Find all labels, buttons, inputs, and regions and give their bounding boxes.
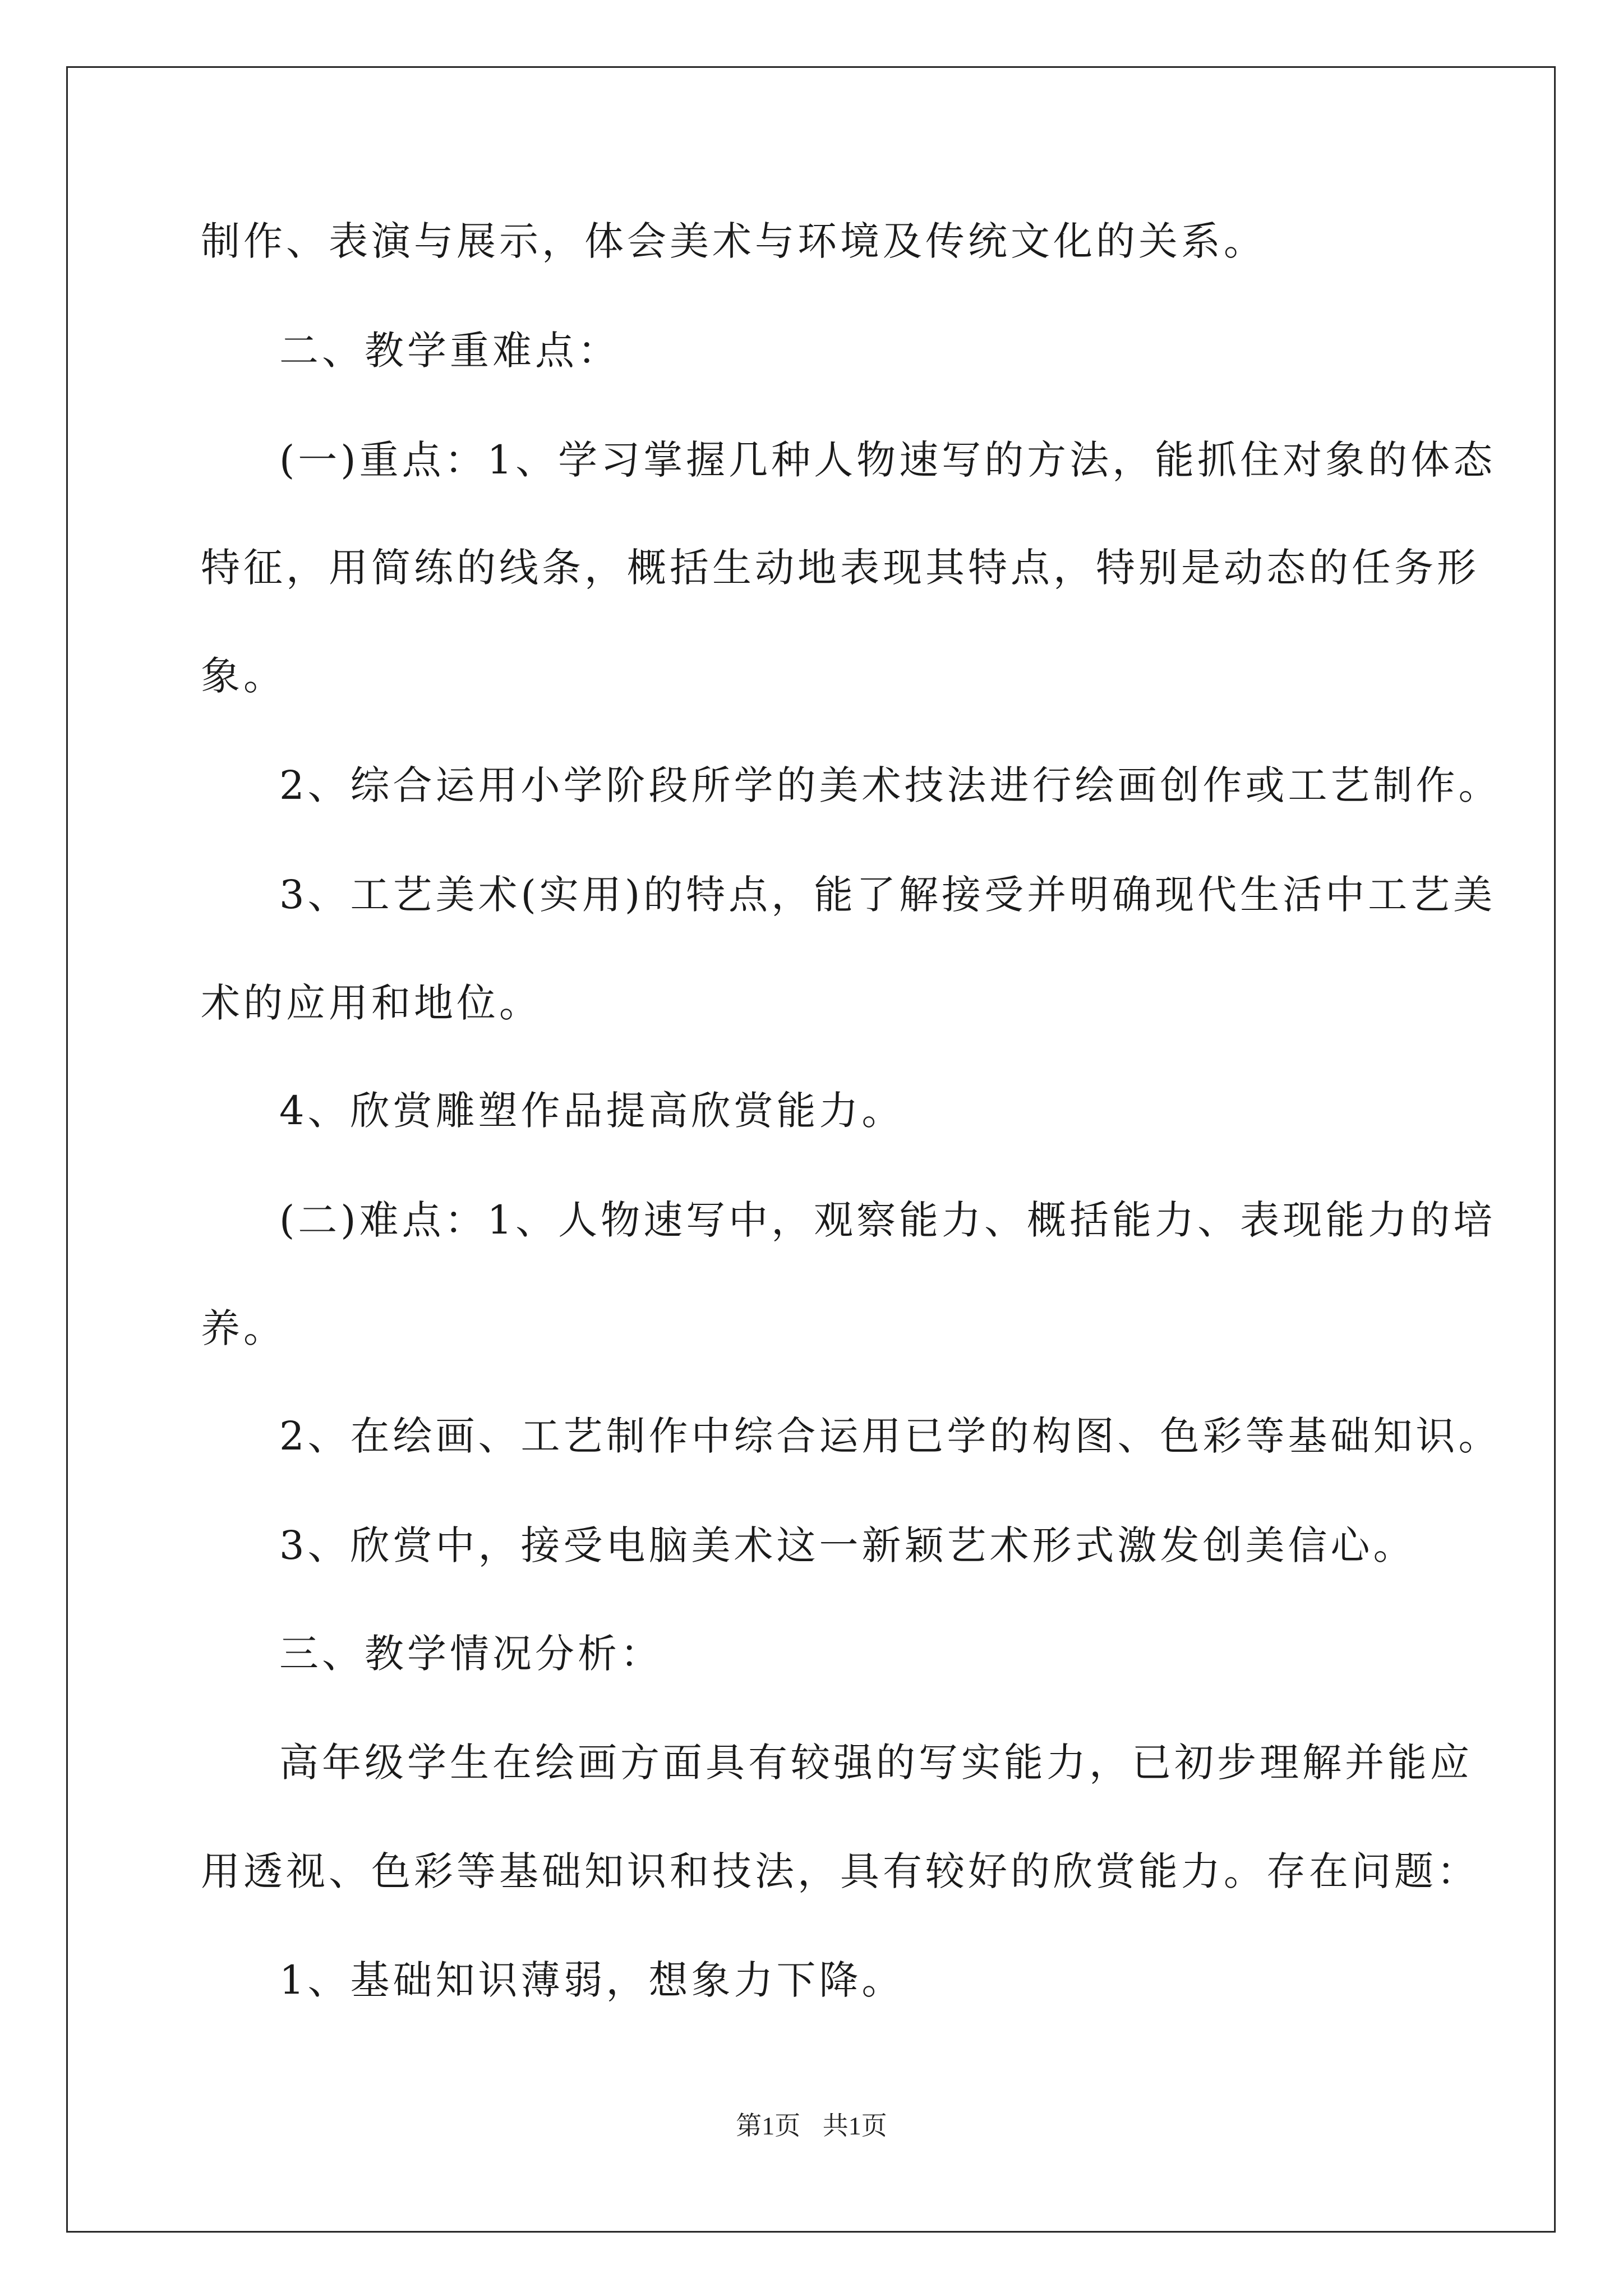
text-line: (二)难点：1、人物速写中，观察能力、概括能力、表现能力的培 <box>279 1197 1496 1243</box>
text-line: 象。 <box>201 653 286 699</box>
page-border <box>66 66 1556 2233</box>
text-line: 2、在绘画、工艺制作中综合运用已学的构图、色彩等基础知识。 <box>279 1413 1501 1459</box>
section-heading: 二、教学重难点： <box>279 328 620 374</box>
text-line: 2、综合运用小学阶段所学的美术技法进行绘画创作或工艺制作。 <box>279 762 1501 808</box>
page-footer <box>0 2109 1623 2143</box>
text-line: 高年级学生在绘画方面具有较强的写实能力，已初步理解并能应 <box>279 1740 1473 1786</box>
text-line: 制作、表演与展示，体会美术与环境及传统文化的关系。 <box>201 218 1266 264</box>
section-heading: 三、教学情况分析： <box>279 1631 663 1677</box>
page-number: 第1页 <box>736 2111 801 2140</box>
text-line: (一)重点：1、学习掌握几种人物速写的方法，能抓住对象的体态 <box>279 437 1496 483</box>
text-line: 特征，用简练的线条，概括生动地表现其特点，特别是动态的任务形 <box>201 545 1479 591</box>
text-line: 3、欣赏中，接受电脑美术这一新颖艺术形式激发创美信心。 <box>279 1522 1416 1568</box>
text-line: 3、工艺美术(实用)的特点，能了解接受并明确现代生活中工艺美 <box>279 872 1496 918</box>
text-line: 1、基础知识薄弱，想象力下降。 <box>279 1957 905 2003</box>
text-line: 术的应用和地位。 <box>201 980 542 1026</box>
text-line: 4、欣赏雕塑作品提高欣赏能力。 <box>279 1088 905 1134</box>
page-total: 共1页 <box>822 2111 887 2140</box>
text-line: 用透视、色彩等基础知识和技法，具有较好的欣赏能力。存在问题： <box>201 1848 1479 1894</box>
text-line: 养。 <box>201 1305 286 1351</box>
